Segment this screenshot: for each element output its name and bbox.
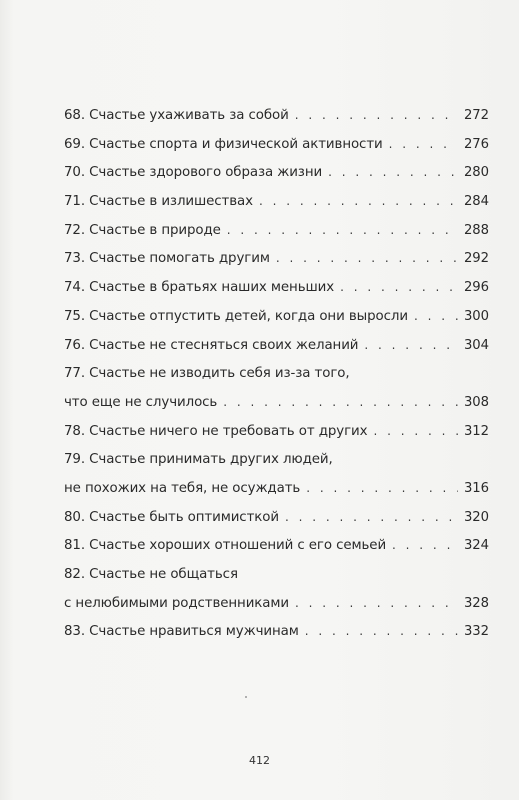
dot-leader	[392, 538, 458, 552]
toc-entry-page: 292	[464, 251, 489, 267]
dot-leader	[305, 624, 458, 638]
dot-leader	[276, 251, 458, 265]
toc-entry-79-line-2	[64, 481, 488, 510]
toc-entry-title: 74. Счастье в братьях наших меньших	[64, 280, 335, 296]
toc-entry-title: что еще не случилось	[64, 394, 218, 410]
toc-entry-78	[64, 424, 488, 453]
toc-entry-75	[64, 309, 488, 338]
toc-entry-title: 80. Счастье быть оптимисткой	[64, 509, 279, 525]
toc-entry-page: 300	[464, 308, 489, 324]
toc-entry-page: 272	[464, 108, 489, 123]
toc-entry-title: 77. Счастье не изводить себя из-за того,	[64, 366, 350, 382]
dot-leader	[340, 280, 458, 294]
toc-entry-70	[64, 165, 488, 194]
dot-leader	[306, 481, 458, 495]
dot-leader	[364, 338, 458, 352]
toc-entry-title: 73. Счастье помогать другим	[64, 251, 270, 267]
toc-entry-page: 280	[464, 165, 489, 181]
dot-leader	[227, 223, 458, 237]
dot-leader	[259, 194, 458, 208]
toc-entry-page: 312	[464, 423, 489, 439]
dot-leader	[389, 137, 458, 151]
toc-entry-title: с нелюбимыми родственниками	[64, 595, 289, 611]
toc-entry-71	[64, 194, 488, 223]
toc-entry-title: 82. Счастье не общаться	[64, 567, 238, 582]
toc-entry-page: 308	[464, 394, 489, 410]
paper-speck	[245, 696, 247, 698]
toc-entry-page: 324	[464, 538, 489, 554]
toc-entry-83	[64, 624, 488, 653]
toc-entry-page: 332	[464, 624, 489, 640]
dot-leader	[414, 309, 458, 323]
toc-entry-74	[64, 280, 488, 309]
toc-entry-81	[64, 538, 488, 567]
toc-entry-72	[64, 223, 488, 252]
page-number: 412	[249, 754, 270, 767]
dot-leader	[285, 510, 458, 524]
toc-entry-title: 69. Счастье спорта и физической активности	[64, 136, 383, 152]
toc-entry-title: 76. Счастье не стесняться своих желаний	[64, 337, 359, 353]
dot-leader	[223, 395, 458, 409]
toc-entry-page: 288	[464, 222, 489, 238]
dot-leader	[328, 165, 458, 179]
toc-entry-title: 71. Счастье в излишествах	[64, 194, 253, 210]
toc-entry-69	[64, 137, 488, 166]
toc-entry-page: 328	[464, 595, 489, 611]
toc-entry-title: 78. Счастье ничего не требовать от других	[64, 423, 368, 439]
toc-entry-77-line-1	[64, 366, 488, 395]
toc-entry-82-line-1	[64, 567, 488, 596]
dot-leader	[295, 596, 458, 610]
toc-entry-title: 68. Счастье ухаживать за собой	[64, 108, 289, 123]
toc-entry-title: не похожих на тебя, не осуждать	[64, 480, 301, 496]
toc-entry-page: 320	[464, 509, 489, 525]
toc-entry-title: 75. Счастье отпустить детей, когда они выросли	[64, 308, 408, 324]
toc-entry-77-line-2	[64, 395, 488, 424]
toc-entry-page: 296	[464, 280, 489, 296]
toc-entry-page: 316	[464, 480, 489, 496]
toc-entry-82-line-2	[64, 596, 488, 625]
dot-leader	[295, 108, 458, 122]
toc-entry-title: 72. Счастье в природе	[64, 222, 221, 238]
toc-entry-page: 304	[464, 337, 489, 353]
toc-entry-68	[64, 108, 488, 137]
toc-entry-title: 81. Счастье хороших отношений с его семьей	[64, 538, 387, 554]
table-of-contents	[64, 108, 488, 653]
toc-entry-title: 70. Счастье здорового образа жизни	[64, 165, 323, 181]
toc-entry-page: 276	[464, 136, 489, 152]
toc-entry-page: 284	[464, 194, 489, 210]
toc-entry-79-line-1	[64, 452, 488, 481]
toc-entry-73	[64, 251, 488, 280]
toc-entry-76	[64, 338, 488, 367]
dot-leader	[373, 424, 458, 438]
toc-entry-80	[64, 510, 488, 539]
toc-entry-title: 83. Счастье нравиться мужчинам	[64, 624, 299, 640]
toc-entry-title: 79. Счастье принимать других людей,	[64, 452, 333, 468]
